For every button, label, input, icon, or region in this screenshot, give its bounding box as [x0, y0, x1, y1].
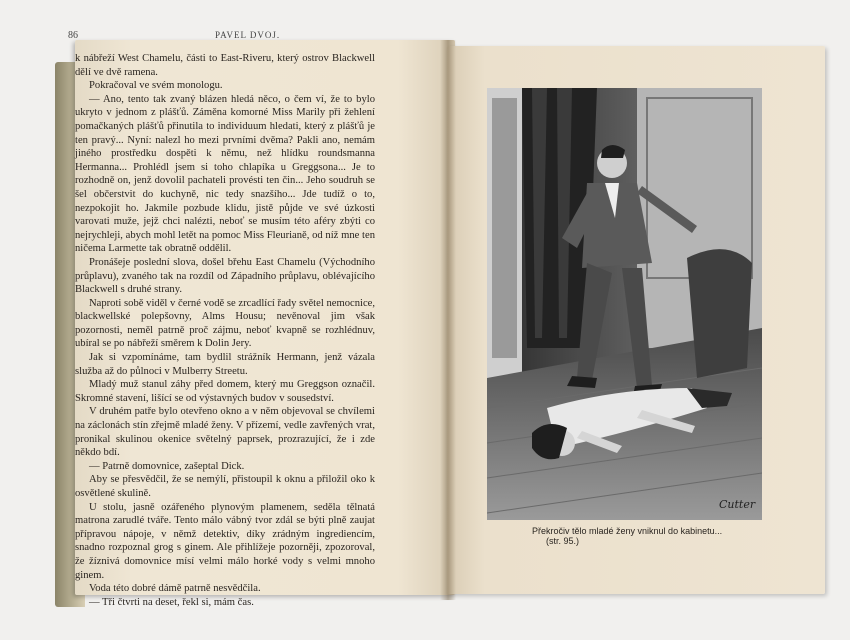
paragraph: Voda této dobré dámě patrně nesvědčila. — [89, 583, 261, 595]
left-page-text — [75, 52, 375, 609]
paragraph: V druhém patře bylo otevřeno okno a v něm objevoval se chvílemi na záclonách stín zřejmě mladé ženy. V přízemí, vedle zavřených vrat, pronikal skulinou okenice světelný paprsek, prozrazující, že i zde někdo bdí. — [75, 406, 375, 459]
running-head: PAVEL DVOJ. — [215, 30, 281, 40]
paragraph: Pronášeje poslední slova, došel břehu East Chamelu (Východního průplavu), zvaného tak na rozdíl od Západního průplavu, oblévajícího Blackwell s druhé strany. — [75, 256, 375, 296]
paragraph: Naproti sobě viděl v černé vodě se zrcadlící řady světel nemocnice, blackwellské polepšovny, Alms Housu; nevěnoval jim však pozornosti, neměl patrně proč zájmu, neboť kvapně se rozhlédnuv, ubíral se po nábřeží směrem k Dolin Jery. — [75, 297, 375, 350]
paragraph: Mladý muž stanul záhy před domem, který mu Greggson označil. Skromné stavení, lišící se od výstavných budov v sousedství. — [75, 379, 375, 404]
book-gutter — [440, 40, 456, 600]
paragraph: Pokračoval ve svém monologu. — [89, 80, 223, 92]
caption-reference: (str. 95.) — [546, 536, 580, 546]
paragraph: — Patrně domovnice, zašeptal Dick. — [89, 460, 245, 472]
illustration-caption — [532, 526, 752, 546]
illustration — [487, 88, 762, 520]
paragraph: Jak si vzpomínáme, tam bydlil strážník Hermann, jenž vázala služba až do půlnoci v Mulberry Streetu. — [75, 352, 375, 377]
paragraph: k nábřeží West Chamelu, části to East-Riveru, který ostrov Blackwell dělí ve dvě ramena. — [75, 53, 375, 78]
caption-text: Překročiv tělo mladé ženy vniknul do kabinetu... — [532, 526, 723, 536]
artist-signature: Cutter — [719, 498, 756, 511]
paragraph: Aby se přesvědčil, že se nemýlí, přistoupil k oknu a přiložil oko k osvětlené skulině. — [75, 474, 375, 499]
paragraph: — Ano, tento tak zvaný blázen hledá něco, o čem ví, že to bylo ukryto v jednom z plášťů. Záměna komorné Miss Marily při žehlení pomačkaných plášťů přinutila to individuum hledati, který z plášťů je ten pravý... Nyní: nalezl ho mezi prvními dvěma? Pakli ano, nemám jiného prostředku dospěti k němu, než hlídku roundsmanna Hermanna... Prohlédl jsem si toho chlapíka u Greggsona... Je to rozhodně on, jenž dovolil pachateli provésti ten čin... Jeho soudruh se šel občerstvit do kuchyně, nic tedy snazšího... Jde tudíž o to, nezpokojit ho. Jakmile pozbude klidu, jistě půjde ve své úzkosti varovati muže, jejž chci nalézti, neboť se musím této aféry zbýti co nejrychleji, abych mohl letět na pomoc Miss Fleurianě, od níž mne ten ničema Larmette tak obratně oddělil. — [75, 93, 375, 255]
page-number: 86 — [68, 30, 78, 41]
paragraph: — Tři čtvrti na deset, řekl si, mám čas. — [89, 596, 254, 608]
paragraph: U stolu, jasně ozářeného plynovým plamenem, seděla tělnatá matrona zarudlé tváře. Tento málo vábný tvor zdál se býti plně zaujat přípravou nápoje, v němž detektiv, díky zrádným ingrediencím, snadno rozpoznal grog s ginem. Ale přihlížeje pozorněji, zpozoroval, že žíznivá domovnice mísí velmi málo horké vody s velmi mnoho ginem. — [75, 501, 375, 581]
